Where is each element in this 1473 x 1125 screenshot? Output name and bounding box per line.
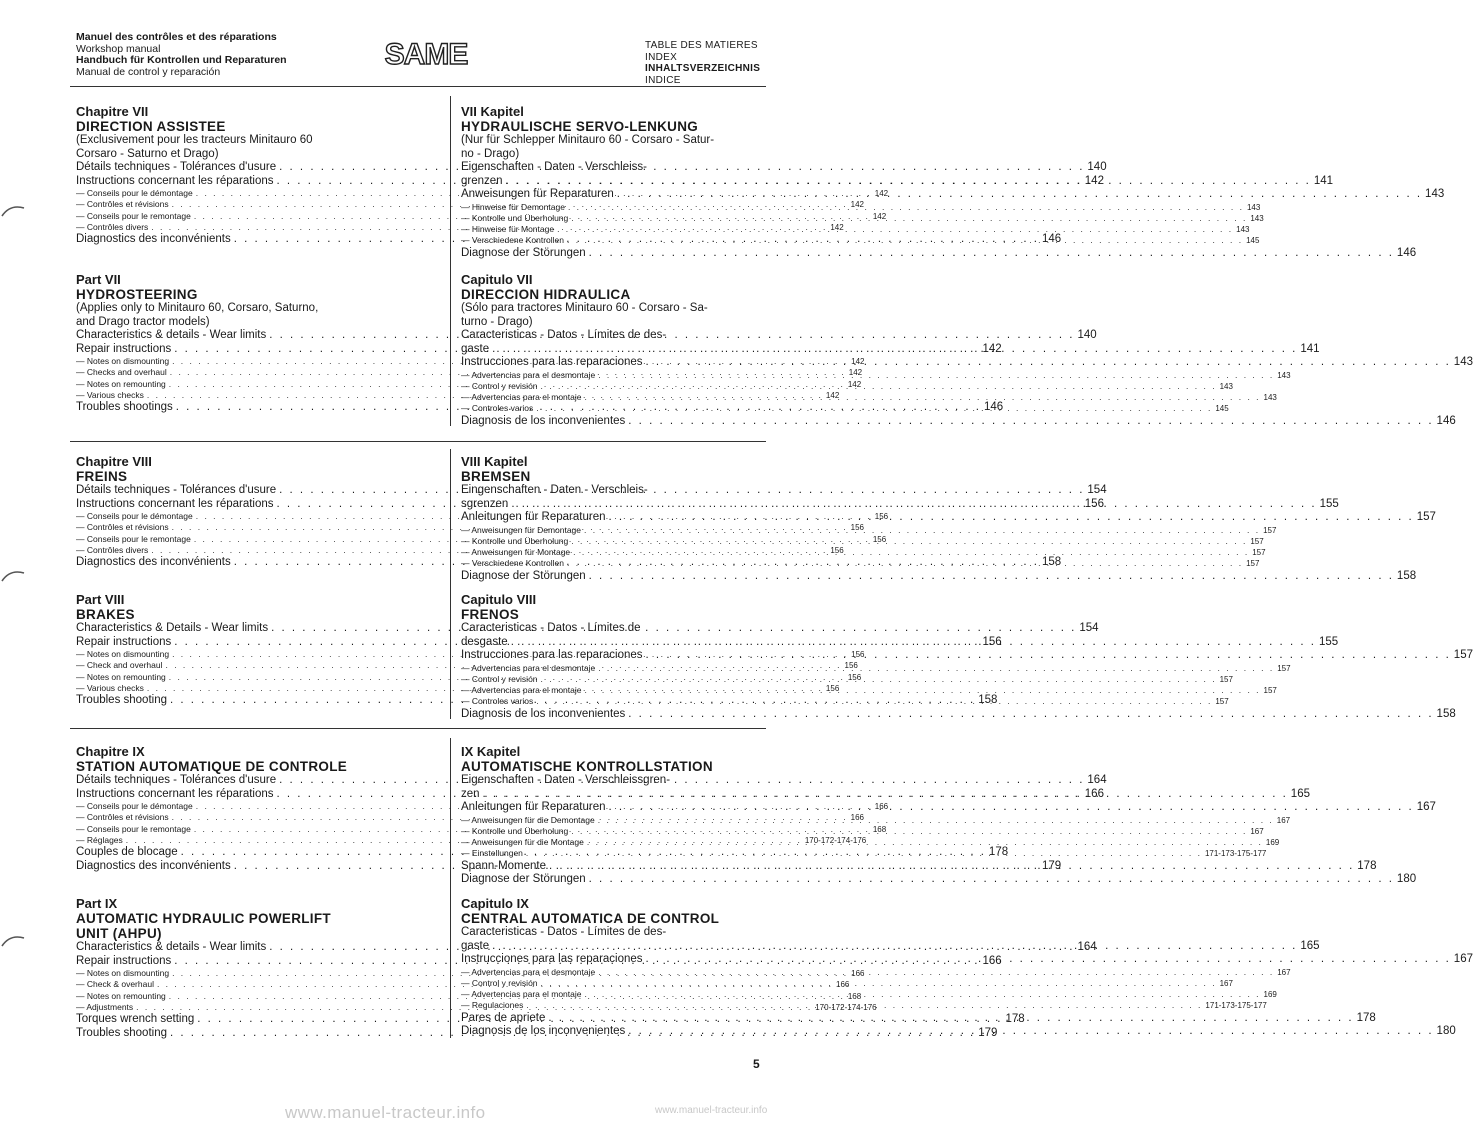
entry-label: — Checks and overhaul [76,367,167,378]
chapter-title: CENTRAL AUTOMATICA DE CONTROL [461,911,720,926]
entry-page: 157 [1250,536,1264,546]
chapter-title: HYDRAULISCHE SERVO-LENKUNG [461,119,699,134]
entry-label: grenzen [461,174,503,187]
entry-page: 156 [847,672,862,682]
punch-hole-mark-icon [0,565,30,585]
chapter-title-line2: UNIT (AHPU) [76,926,162,941]
entry-label: Diagnosis de los inconvenientes [461,414,626,427]
punch-hole-mark-icon [0,930,30,950]
entry-label: — Contrôles et révisions [76,522,169,533]
chapter-title: DIRECCION HIDRAULICA [461,287,631,302]
punch-hole-mark-icon [0,200,30,220]
entry-label: — Conseils pour le démontage [76,801,193,811]
entry-label: — Regulaciones [461,1000,524,1011]
dot-leader [589,247,1394,261]
entry-page: 168 [872,824,887,834]
dot-leader [584,392,1260,402]
entry-page: 142 [872,211,887,221]
entry-label: Characteristics & details - Wear limits [76,941,267,953]
entry-label: Repair instructions [76,635,172,648]
page-number: 5 [753,1057,760,1071]
entry-page: 171-173-175-177 [1205,1001,1267,1011]
entry-page: 156 [850,523,864,533]
entry-page: 156 [982,635,1002,648]
entry-page: 178 [1357,859,1377,872]
entry-page: 146 [1436,414,1456,427]
chapter-heading: Capitulo IX [461,896,529,911]
entry-page: 143 [1250,213,1264,223]
entry-label: — Control y revisión [461,380,538,391]
entry-label: Détails techniques - Tolérances d'usure [76,774,277,786]
entry-label: Diagnosis de los inconvenientes [461,1025,626,1038]
entry-page: 155 [1318,635,1339,648]
entry-label: — Controles varios [461,403,534,414]
entry-label: — Kontrolle und Überholung [461,535,569,546]
entry-page: 155 [1319,497,1339,510]
entry-label: — Controles varios [461,696,534,707]
dot-leader [598,663,1274,673]
index-title-en: INDEX [645,51,678,63]
entry-page: 143 [1263,393,1277,403]
dot-leader [526,848,1202,858]
entry-label: — Notes on dismounting [76,649,170,659]
entry-page: 158 [1041,556,1062,569]
entry-page: 143 [1425,188,1445,200]
dot-leader [571,213,1247,223]
entry-page: 168 [847,991,862,1001]
entry-label: Troubles shooting [76,1026,167,1039]
dot-leader [584,685,1260,695]
entry-label: — Notes on remounting [76,671,166,682]
entry-page: 143 [1219,381,1233,391]
entry-label: — Contrôles et révisions [76,199,169,210]
entry-page: 157 [1246,559,1260,569]
dot-leader [598,967,1274,977]
dot-leader [598,370,1274,380]
dot-leader [617,188,1422,202]
entry-label: Eigenschaften - Daten - Verschleiss- [461,161,648,173]
entry-label: Caracteristicas - Datos - Límites de [461,622,641,634]
entry-page: 142 [848,368,863,378]
entry-label: Torques wrench setting [76,1013,195,1026]
entry-page: 164 [1087,774,1107,786]
dot-leader [628,708,1433,722]
entry-page: 157 [1263,525,1277,535]
entry-page: 141 [1300,342,1320,355]
entry-page: 142 [851,357,865,366]
entry-label: Caracteristicas - Datos - Límites de des- [461,926,667,938]
entry-label: Characteristics & Details - Wear limits [76,622,269,634]
entry-page: 170-172-174-176 [804,835,867,845]
dot-leader [628,415,1433,429]
entry-label: Couples de blocage [76,846,178,859]
entry-page: 166 [982,954,1002,967]
chapter-title: BREMSEN [461,469,531,484]
entry-label: Eingenschaften - Daten - Verschleis- [461,484,648,496]
dot-leader [571,826,1247,836]
dot-leader [511,636,1316,650]
dot-leader [567,235,1243,245]
dot-leader [492,940,1297,954]
dot-leader [541,381,1217,391]
entry-label: — Conseils pour le démontage [76,511,193,521]
index-title-de: INHALTSVERZEICHNIS [645,63,761,74]
entry-label: — Conseils pour le remontage [76,210,191,221]
entry-label: Eigenschaften - Daten - Verschleissgren- [461,774,671,786]
entry-page: 142 [874,189,889,198]
dot-leader [526,1000,1202,1010]
entry-page: 167 [1277,967,1291,977]
chapter-heading: Part IX [76,896,118,911]
divider-1 [70,441,766,442]
entry-label: Instrucciones para las reparaciones [461,356,643,368]
entry-label: — Advertencias para el desmontaje [461,966,596,977]
dot-leader [609,511,1414,525]
entry-page: 178 [1356,1011,1376,1024]
entry-label: — Conseils pour le démontage [76,188,193,198]
entry-label: — Verschiedene Kontrollen [461,558,565,569]
toc-entry[interactable] [461,622,761,636]
entry-label: — Control y revisión [461,977,538,988]
entry-label: Anleitungen für Reparaturen [461,511,606,523]
entry-label: — Hinweise für Montage [461,224,555,235]
entry-label: Instructions concernant les réparations [76,497,274,510]
dot-leader [541,978,1217,988]
entry-page: 143 [1453,356,1473,368]
entry-page: 156 [830,545,844,555]
watermark-center: www.manuel-tracteur.info [285,1103,486,1122]
dot-leader [557,224,1233,234]
entry-label: Détails techniques - Tolérances d'usure [76,161,277,173]
chapter-title: HYDROSTEERING [76,287,198,302]
chapter-heading: Chapitre IX [76,744,145,759]
entry-label: gaste [461,939,490,952]
chapter-heading: VIII Kapitel [461,454,528,469]
entry-page: 165 [1300,939,1320,952]
entry-label: — Notes on remounting [76,378,166,389]
title-es: Manual de control y reparación [76,65,221,78]
entry-page: 145 [1246,236,1260,246]
entry-page: 146 [1041,233,1062,246]
toc-entry[interactable] [461,329,761,343]
dot-leader [511,498,1316,512]
entry-page: 140 [1077,329,1097,341]
entry-label: zen [461,787,480,800]
chapter-heading: Chapitre VIII [76,454,152,469]
entry-page: 179 [978,1026,998,1039]
entry-label: — Notes on remounting [76,990,166,1001]
entry-label: sgrenzen [461,497,509,510]
entry-label: Anweisungen für Reparaturen [461,188,614,200]
entry-label: — Control y revisión [461,673,538,684]
chapter-title: STATION AUTOMATIQUE DE CONTROLE [76,759,348,774]
chapter-heading: Capitulo VIII [461,592,537,607]
entry-page: 157 [1219,674,1233,684]
entry-page: 156 [825,683,840,693]
chapter-note: and Drago tractor models) [76,315,210,328]
toc-entry[interactable] [461,774,761,788]
entry-label: — Check and overhaul [76,660,163,671]
entry-page: 143 [1236,225,1250,235]
dot-leader [584,989,1260,999]
entry-page: 145 [1215,404,1229,414]
entry-label: desgaste [461,635,508,648]
entry-page: 165 [1290,787,1310,800]
entry-label: Anleitungen für Reparaturen [461,801,606,813]
chapter-note: no - Drago) [461,147,520,160]
chapter-note: (Applies only to Minitauro 60, Corsaro, Saturno, [76,302,319,314]
entry-page: 171-173-175-177 [1204,849,1267,859]
entry-label: — Einstellungen [461,848,523,859]
entry-label: — Contrôles divers [76,221,149,232]
entry-page: 166 [1084,787,1104,800]
dot-leader [598,815,1274,825]
entry-page: 167 [1416,801,1436,813]
chapter-heading: VII Kapitel [461,104,524,119]
dot-leader [483,788,1288,802]
dot-leader [646,356,1451,370]
entry-label: gaste [461,342,490,355]
entry-page: 178 [988,846,1009,859]
entry-label: Détails techniques - Tolérances d'usure [76,484,277,496]
entry-label: Characteristics & details - Wear limits [76,329,267,341]
dot-leader [628,1025,1433,1039]
toc-entry[interactable] [461,569,1417,584]
entry-page: 158 [1436,707,1456,720]
dot-leader [573,547,1249,557]
dot-leader [549,860,1354,874]
index-title-block [645,40,760,86]
entry-page: 158 [978,694,998,707]
chapter-title: FREINS [76,469,128,484]
chapter-title: BRAKES [76,607,135,622]
chapter-title: AUTOMATISCHE KONTROLLSTATION [461,759,713,774]
chapter-note: Corsaro - Saturno et Drago) [76,147,219,160]
chapter-note: (Sólo para tractores Minitauro 60 - Corsaro - Sa- [461,302,708,314]
entry-label: Diagnosis de los inconvenientes [461,707,626,720]
entry-label: Diagnose der Störungen [461,873,586,886]
title-fr: Manuel des contrôles et des réparations [76,31,277,43]
toc-entry[interactable] [461,1011,1376,1026]
dot-leader [492,343,1297,357]
entry-label: — Various checks [76,389,144,400]
entry-page: 140 [1087,161,1107,173]
chapter-heading: Chapitre VII [76,104,149,119]
chapter-heading: Capitulo VII [461,272,533,287]
title-de: Handbuch für Kontrollen und Reparaturen [76,54,287,66]
entry-label: Instrucciones para las reparaciones [461,649,643,661]
dot-leader [587,837,1263,847]
entry-page: 154 [1079,622,1099,634]
entry-page: 167 [1276,815,1291,825]
entry-label: — Contrôles divers [76,544,149,555]
toc-entry[interactable] [461,161,761,175]
entry-page: 166 [874,802,889,811]
toc-entry[interactable] [461,707,1456,722]
chapter-note: turno - Drago) [461,315,533,328]
entry-label: — Kontrolle und Überholung [461,212,569,223]
entry-page: 166 [850,813,864,823]
entry-label: Troubles shootings [76,401,173,414]
entry-page: 142 [830,222,844,232]
chapter-heading: Part VII [76,272,121,287]
entry-page: 167 [1453,953,1473,965]
entry-label: — Advertencias para el montaje [461,685,582,696]
chapter-note: (Exclusivement pour les tracteurs Minitauro 60 [76,134,313,146]
entry-page: 146 [1396,246,1417,259]
entry-label: Diagnostics des inconvénients [76,859,231,872]
entry-label: Diagnose der Störungen [461,246,586,259]
entry-label: Repair instructions [76,342,172,355]
entry-label: — Notes on dismounting [76,968,170,978]
chapter-title: DIRECTION ASSISTEE [76,119,226,134]
entry-page: 156 [874,512,889,521]
entry-label: — Various checks [76,682,144,693]
toc-entry[interactable] [461,414,1456,429]
entry-label: Diagnostics des inconvénients [76,556,231,569]
entry-page: 157 [1215,697,1229,707]
dot-leader [536,403,1212,413]
dot-leader [567,558,1243,568]
entry-label: — Conseils pour le remontage [76,823,191,834]
chapter-note: (Nur für Schlepper Minitauro 60 - Corsaro - Satur- [461,134,715,146]
entry-page: 142 [850,200,864,210]
chapter-heading: IX Kapitel [461,744,521,759]
entry-label: — Advertencias para el desmontaje [461,369,596,380]
entry-page: 158 [1396,569,1417,582]
entry-page: 178 [1005,1013,1025,1026]
entry-label: — Anweisungen für Montage [461,547,571,558]
entry-page: 180 [1396,873,1417,886]
entry-label: — Anweisungen für Demontage [461,524,582,535]
entry-page: 142 [982,342,1002,355]
dot-leader [589,570,1394,584]
entry-page: 179 [1041,859,1062,872]
entry-page: 146 [984,401,1004,414]
entry-page: 164 [1077,941,1097,953]
entry-page: 142 [1084,174,1104,187]
entry-label: — Contrôles et révisions [76,812,169,823]
entry-page: 142 [847,379,862,389]
watermark-right: www.manuel-tracteur.info [655,1105,768,1116]
manual-title-block [76,32,287,78]
entry-label: Instructions concernant les réparations [76,174,274,187]
entry-page: 167 [1250,826,1264,836]
dot-leader [646,953,1451,967]
chapter-heading: Part VIII [76,592,125,607]
toc-entry[interactable] [461,246,1417,261]
entry-label: Pares de apriete [461,1011,546,1024]
entry-label: Troubles shooting [76,694,167,707]
entry-page: 156 [851,650,865,659]
dot-leader [584,525,1260,535]
entry-page: 166 [836,980,850,990]
entry-label: — Advertencias para el desmontaje [461,662,596,673]
divider-2 [70,728,766,729]
entry-label: — Advertencias para el montaje [461,989,582,1000]
entry-page: 180 [1436,1025,1456,1038]
entry-label: — Anweisungen für die Montage [461,837,584,848]
entry-label: Instructions concernant les réparations [76,787,274,800]
entry-label: — Notes on dismounting [76,356,170,366]
dot-leader [589,873,1394,887]
entry-page: 170-172-174-176 [815,1002,877,1012]
entry-label: Instrucciones para las reparaciones [461,953,643,965]
dot-leader [548,1012,1353,1026]
dot-leader [646,649,1451,663]
entry-page: 156 [872,534,887,544]
dot-leader [609,801,1414,815]
entry-label: — Réglages [76,834,123,845]
entry-label: — Hinweise für Demontage [461,201,565,212]
chapter-title: AUTOMATIC HYDRAULIC POWERLIFT [76,911,331,926]
dot-leader [536,696,1212,706]
entry-label: — Adjustments [76,1001,134,1012]
svg-text:SAME: SAME [384,38,468,71]
entry-page: 169 [1265,838,1280,848]
entry-label: — Advertencias para el montaje [461,392,582,403]
entry-label: — Anweisungen für die Demontage [461,814,595,825]
entry-page: 141 [1313,174,1333,187]
toc-entry[interactable] [461,873,1417,887]
dot-leader [541,674,1217,684]
entry-page: 156 [1084,497,1104,510]
entry-page: 156 [844,661,858,671]
toc-entry[interactable] [461,926,761,940]
entry-page: 143 [1246,202,1261,212]
entry-label: Repair instructions [76,954,172,967]
entry-page: 142 [825,390,840,400]
entry-label: — Check & overhaul [76,979,154,990]
dot-leader [506,175,1311,189]
entry-label: — Kontrolle und Überholung [461,825,569,836]
entry-page: 154 [1087,484,1107,496]
entry-page: 169 [1263,990,1277,1000]
chapter-title: FRENOS [461,607,520,622]
index-title-es: INDICE [645,74,681,86]
entry-label: Spann-Momente [461,859,547,872]
entry-label: Caracteristicas - Datos - Límites de des- [461,329,667,341]
toc-entry[interactable] [461,484,761,498]
entry-page: 157 [1453,649,1473,661]
entry-label: Diagnostics des inconvénients [76,233,231,246]
entry-label: — Conseils pour le remontage [76,533,191,544]
entry-page: 166 [851,969,865,978]
title-en: Workshop manual [76,42,161,55]
entry-page: 157 [1263,686,1277,696]
entry-page: 167 [1219,978,1233,988]
entry-page: 157 [1252,548,1266,558]
entry-page: 157 [1277,663,1291,673]
same-logo-icon [384,30,468,76]
entry-page: 143 [1277,370,1291,380]
entry-label: Diagnose der Störungen [461,569,586,582]
entry-page: 157 [1416,511,1436,523]
index-title-fr: TABLE DES MATIERES [645,40,758,51]
entry-label: — Verschiedene Kontrollen [461,235,565,246]
divider-top [70,86,766,87]
dot-leader [568,202,1244,212]
dot-leader [571,536,1247,546]
